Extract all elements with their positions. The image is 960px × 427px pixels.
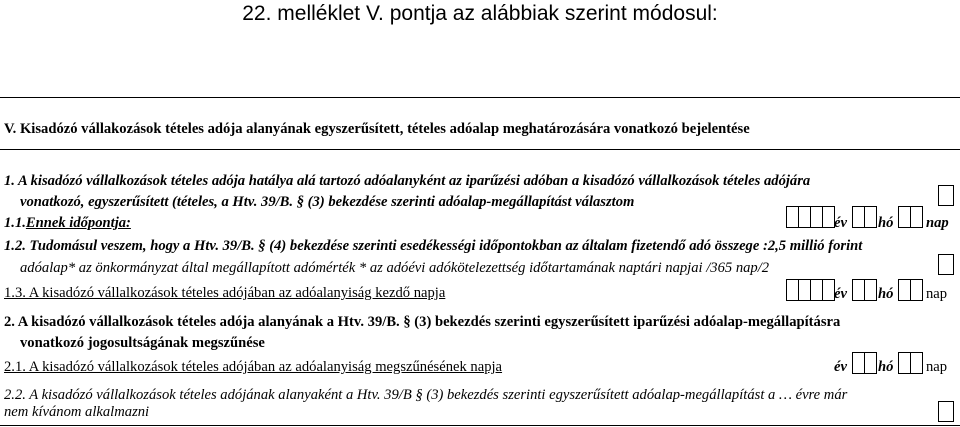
item-1-1-ev-label: év (834, 215, 847, 231)
item-1-1-nap-label: nap (926, 215, 949, 231)
month-digit-box[interactable] (864, 206, 877, 228)
item-1-1-ho-label: hó (878, 215, 894, 231)
item-2-1-day-boxes[interactable] (898, 352, 922, 374)
item-2-1-nap-label: nap (926, 359, 948, 375)
item-1-1-month-boxes[interactable] (852, 206, 876, 228)
divider-middle (0, 149, 960, 150)
item-1-line-2: vonatkozó, egyszerűsített (tételes, a Htv. 39/B. § (3) bekezdése szerinti adóalap-megállapítást választom (20, 194, 635, 210)
item-1-1-text: Ennek időpontja: (25, 215, 131, 231)
item-2-1-label-text: 2.1. A kisadózó vállalkozások tételes adójában az adóalanyiság megszűnésének napja (4, 359, 503, 375)
item-1-line-1: 1. A kisadózó vállalkozások tételes adója hatálya alá tartozó adóalanyként az iparűzési adóban a kisadózó vállalkozások tételes adójára (4, 173, 811, 189)
item-1-2-line-1 (4, 236, 862, 257)
item-1-3-ev-label: év (834, 286, 847, 302)
item-1-1-day-boxes[interactable] (898, 206, 922, 228)
section-v-heading: V. Kisadózó vállakozások tételes adója alanyának egyszerűsített, tételes adóalap meghatározására vonatkozó bejelentése (4, 121, 750, 137)
divider-bottom (0, 425, 960, 426)
item-1-1-prefix: 1.1. (4, 215, 26, 231)
item-1-1-label (4, 213, 131, 234)
item-1-3-nap-label: nap (926, 286, 948, 302)
item-2-line-1: 2. A kisadózó vállalkozások tételes adója alanyának a Htv. 39/B. § (3) bekezdés szerinti egyszerűsített iparűzési adóalap-megállapításra (4, 314, 841, 330)
item-1-2-line-1-text: 1.2. Tudomásul veszem, hogy a Htv. 39/B. § (4) bekezdése szerinti esedékességi időpontokban az általam fizetendő adó összege :2,5 millió forint (4, 238, 863, 254)
item-1-1-year-boxes[interactable] (786, 206, 834, 228)
day-digit-box[interactable] (910, 279, 923, 301)
item-1-checkbox[interactable] (938, 185, 954, 206)
item-1-2-line-2: adóalap* az önkormányzat által megállapított adómérték * az adóévi adókötelezettség időtartamának naptári napjai /365 nap/2 (20, 260, 770, 276)
divider-top (0, 97, 960, 98)
item-1-2-checkbox[interactable] (938, 254, 954, 275)
item-2-2-checkbox[interactable] (938, 401, 954, 422)
item-1-3-day-boxes[interactable] (898, 279, 922, 301)
item-1-3-ho-label: hó (878, 286, 894, 302)
item-2-line-2: vonatkozó jogosultságának megszűnése (20, 335, 265, 351)
item-2-1-month-boxes[interactable] (852, 352, 876, 374)
item-2-2-line-2: nem kívánom alkalmazni (4, 404, 150, 420)
month-digit-box[interactable] (864, 352, 877, 374)
item-1-3-label (4, 283, 445, 304)
item-2-2-line-1: 2.2. A kisadózó vállalkozások tételes adójának alanyaként a Htv. 39/B § (3) bekezdés szerinti egyszerűsített adóalap-megállapítást a … évre már (4, 387, 848, 403)
item-2-1-ev-label: év (834, 359, 847, 375)
month-digit-box[interactable] (864, 279, 877, 301)
day-digit-box[interactable] (910, 352, 923, 374)
page-title: 22. melléklet V. pontja az alábbiak szerint módosul: (242, 2, 718, 25)
item-2-1-ho-label: hó (878, 359, 894, 375)
item-1-3-month-boxes[interactable] (852, 279, 876, 301)
item-2-1-label (4, 357, 502, 378)
day-digit-box[interactable] (910, 206, 923, 228)
item-1-3-label-text: 1.3. A kisadózó vállalkozások tételes adójában az adóalanyiság kezdő napja (4, 285, 446, 301)
item-1-3-year-boxes[interactable] (786, 279, 834, 301)
